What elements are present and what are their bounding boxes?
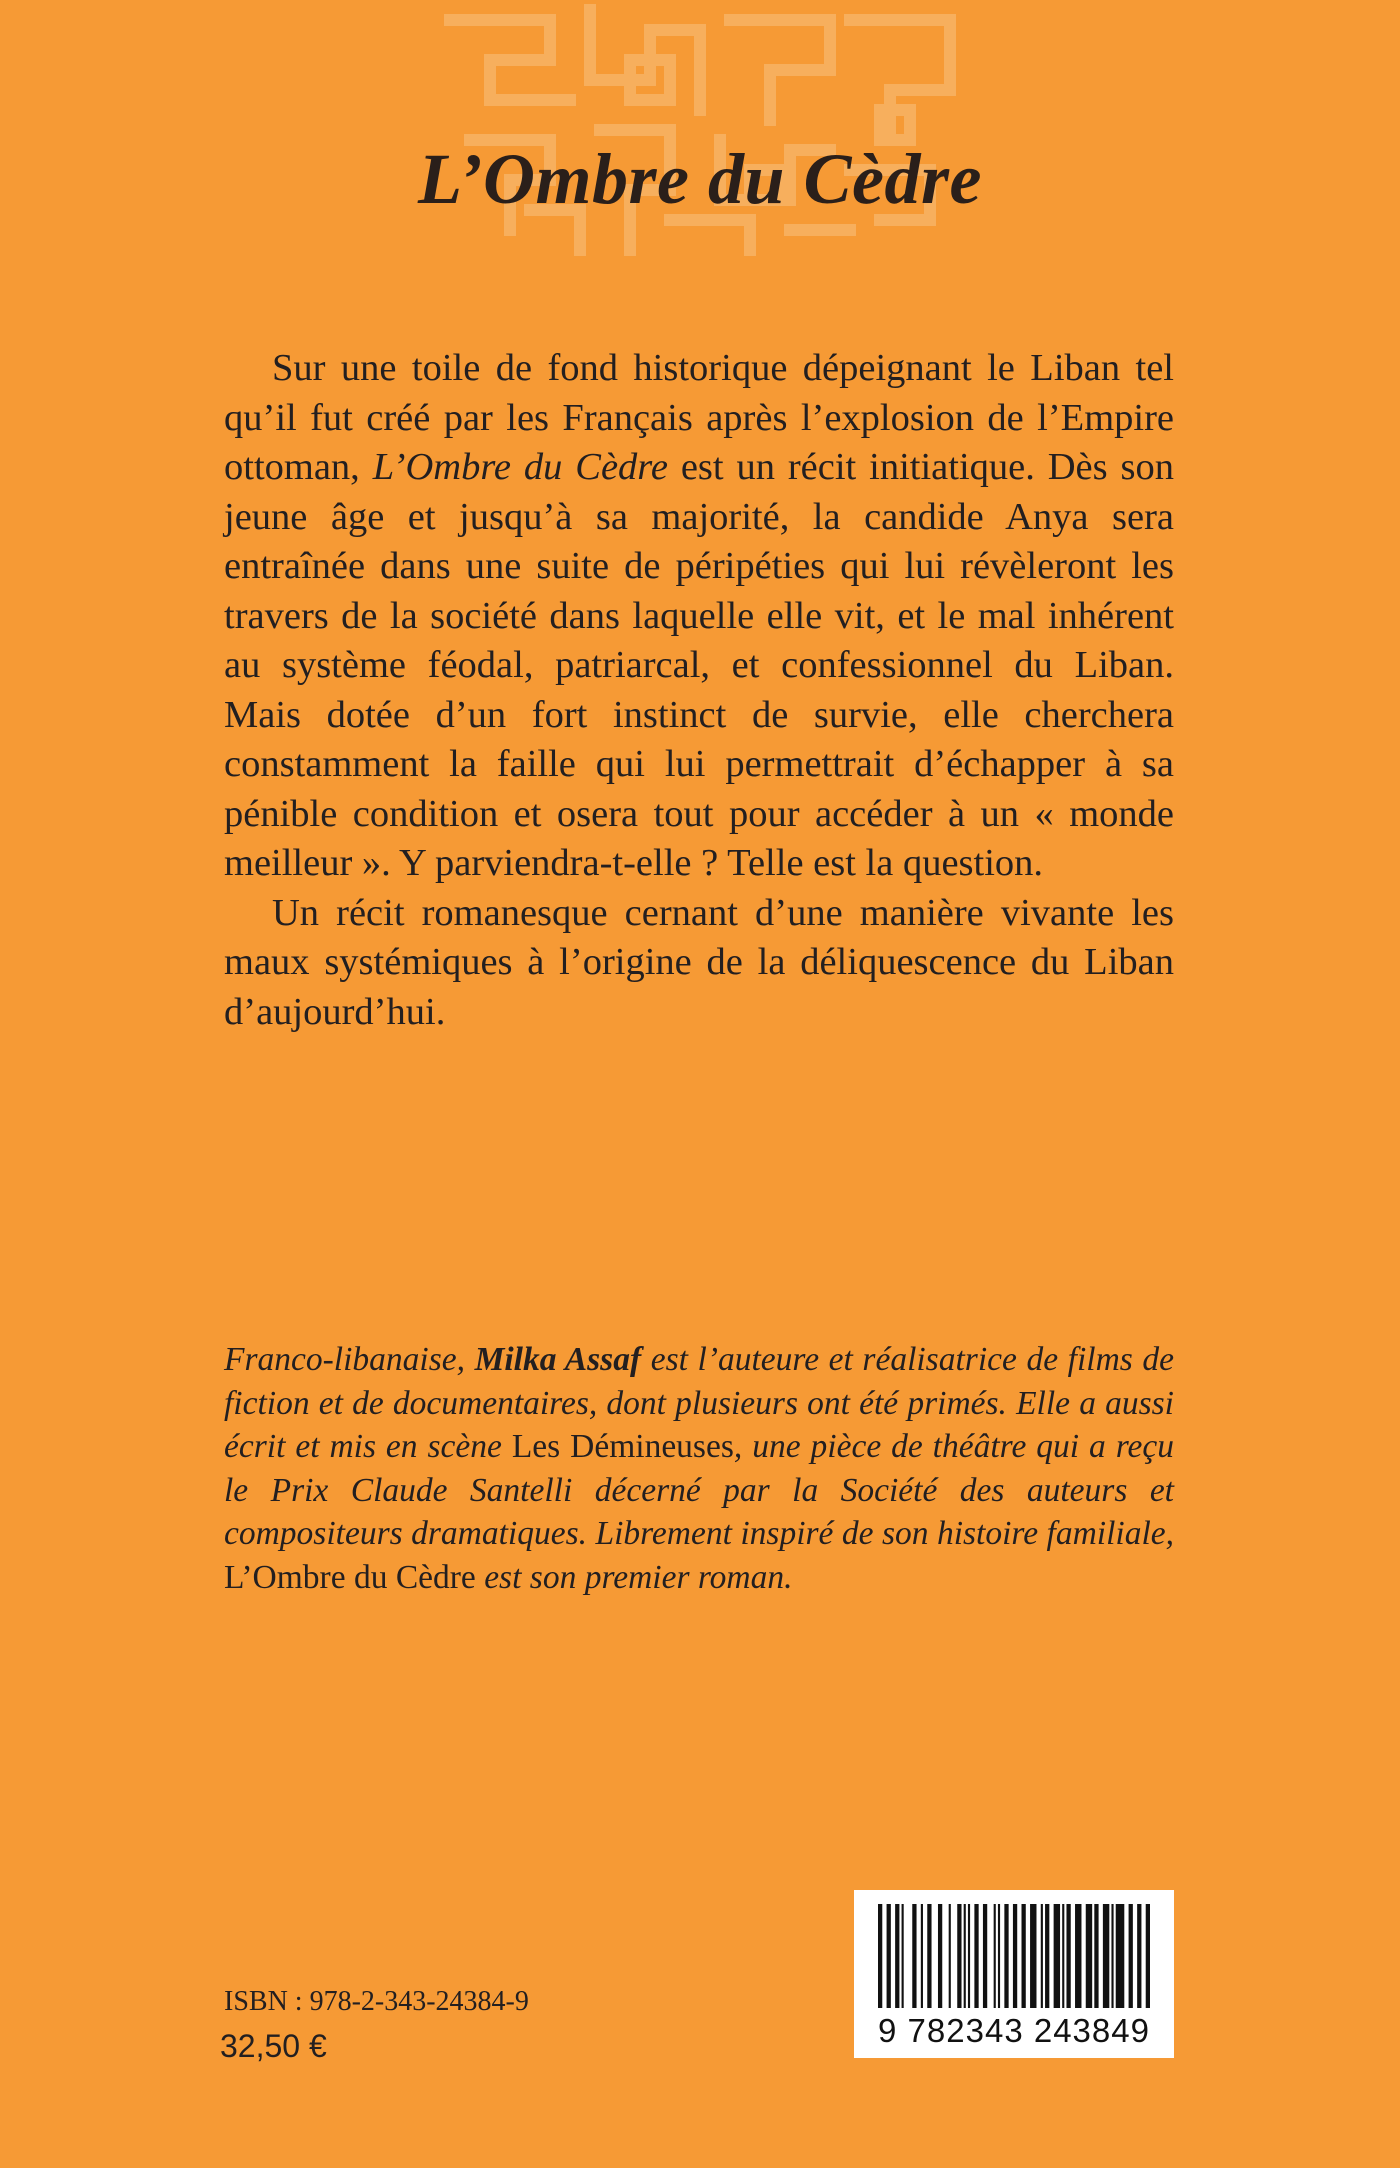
barcode-bar [983,1904,987,2008]
bio-text: est son premier roman. [475,1558,793,1596]
barcode-bar [957,1904,961,2008]
barcode-bar [1137,1904,1141,2008]
barcode-bar [1013,1904,1017,2008]
barcode-bar [1022,1904,1026,2008]
novel-title: L’Ombre du Cèdre [224,1558,476,1596]
barcode-digits: 9 782343 243849 [878,2012,1150,2049]
barcode-bar [1045,1904,1049,2008]
book-title: L’Ombre du Cèdre [418,139,982,219]
barcode-bar [902,1904,904,2008]
blurb-paragraph-1 [224,344,1174,889]
blurb-text: est un récit initiatique. Dès son jeune âge et jusqu’à sa majorité, la candide Anya sera entraînée dans une suite de péripéties qui lui révèleront les travers de la société dans laquelle elle vit, et le mal inhérent au système féodal, patriarcal, et confessionnel du Liban. Mais dotée d’un fort instinct de survie, elle cherchera constamment la faille qui lui permettrait d’échapper à sa pénible condition et osera tout pour accéder à un « monde meilleur ». Y parviendra-t-elle ? Telle est la question. [224,446,1174,884]
barcode-bar [1094,1904,1098,2008]
kufic-ornament-icon [430,0,970,260]
barcode-bar [1111,1904,1113,2008]
barcode-bar [1086,1904,1092,2008]
bio-text: est l’auteure et réalisatrice de films de fiction et de documentaires, dont plusieurs ont été primés. Elle a aussi écrit et mis en scène [224,1341,1175,1465]
barcode-bar [887,1904,891,2008]
isbn-text: ISBN : 978-2-343-24384-9 [224,1986,529,2017]
barcode-bar [1146,1904,1150,2008]
barcode-bar [1066,1904,1070,2008]
barcode-bar [912,1904,916,2008]
barcode-bar [1062,1904,1064,2008]
barcode-bar [998,1904,1000,2008]
barcode-bar [964,1904,966,2008]
barcode-bar [1116,1904,1125,2008]
book-blurb [224,344,1174,1037]
barcode-bar [895,1904,899,2008]
bio-text: Franco-libanaise, [224,1341,475,1378]
barcode-bar [1004,1904,1008,2008]
barcode-bar [878,1904,882,2008]
barcode-bar [1054,1904,1060,2008]
author-name: Milka Assaf [474,1341,642,1378]
barcode-icon [878,1904,1150,2016]
barcode-bar [938,1904,942,2008]
barcode-bar [1103,1904,1109,2008]
blurb-title-ref: L’Ombre du Cèdre [372,446,668,488]
barcode-bar [927,1904,931,2008]
barcode-bar [1129,1904,1133,2008]
barcode-bar [968,1904,970,2008]
blurb-paragraph-2: Un récit romanesque cernant d’une manière vivante les maux systémiques à l’origine de la déliquescence du Liban d’aujourd’hui. [224,891,1174,1033]
barcode-bar [994,1904,996,2008]
author-bio [224,1338,1174,1599]
barcode-bar [1041,1904,1043,2008]
blurb-text: Sur une toile de fond historique dépeignant le Liban tel qu’il fut créé par les Français après l’explosion de l’Empire ottoman, [224,347,1174,488]
barcode-bar [921,1904,923,2008]
barcode-bar [974,1904,978,2008]
price-text: 32,50 € [220,2028,327,2064]
barcode-bar [1075,1904,1081,2008]
barcode-bar [1030,1904,1036,2008]
barcode [854,1890,1174,2058]
bio-text: , une pièce de théâtre qui a reçu le Prix Claude Santelli décerné par la Société des auteurs et compositeurs dramatiques. Librement inspiré de son histoire familiale, [224,1428,1174,1552]
barcode-bar [949,1904,951,2008]
play-title: Les Démineuses [511,1428,734,1465]
